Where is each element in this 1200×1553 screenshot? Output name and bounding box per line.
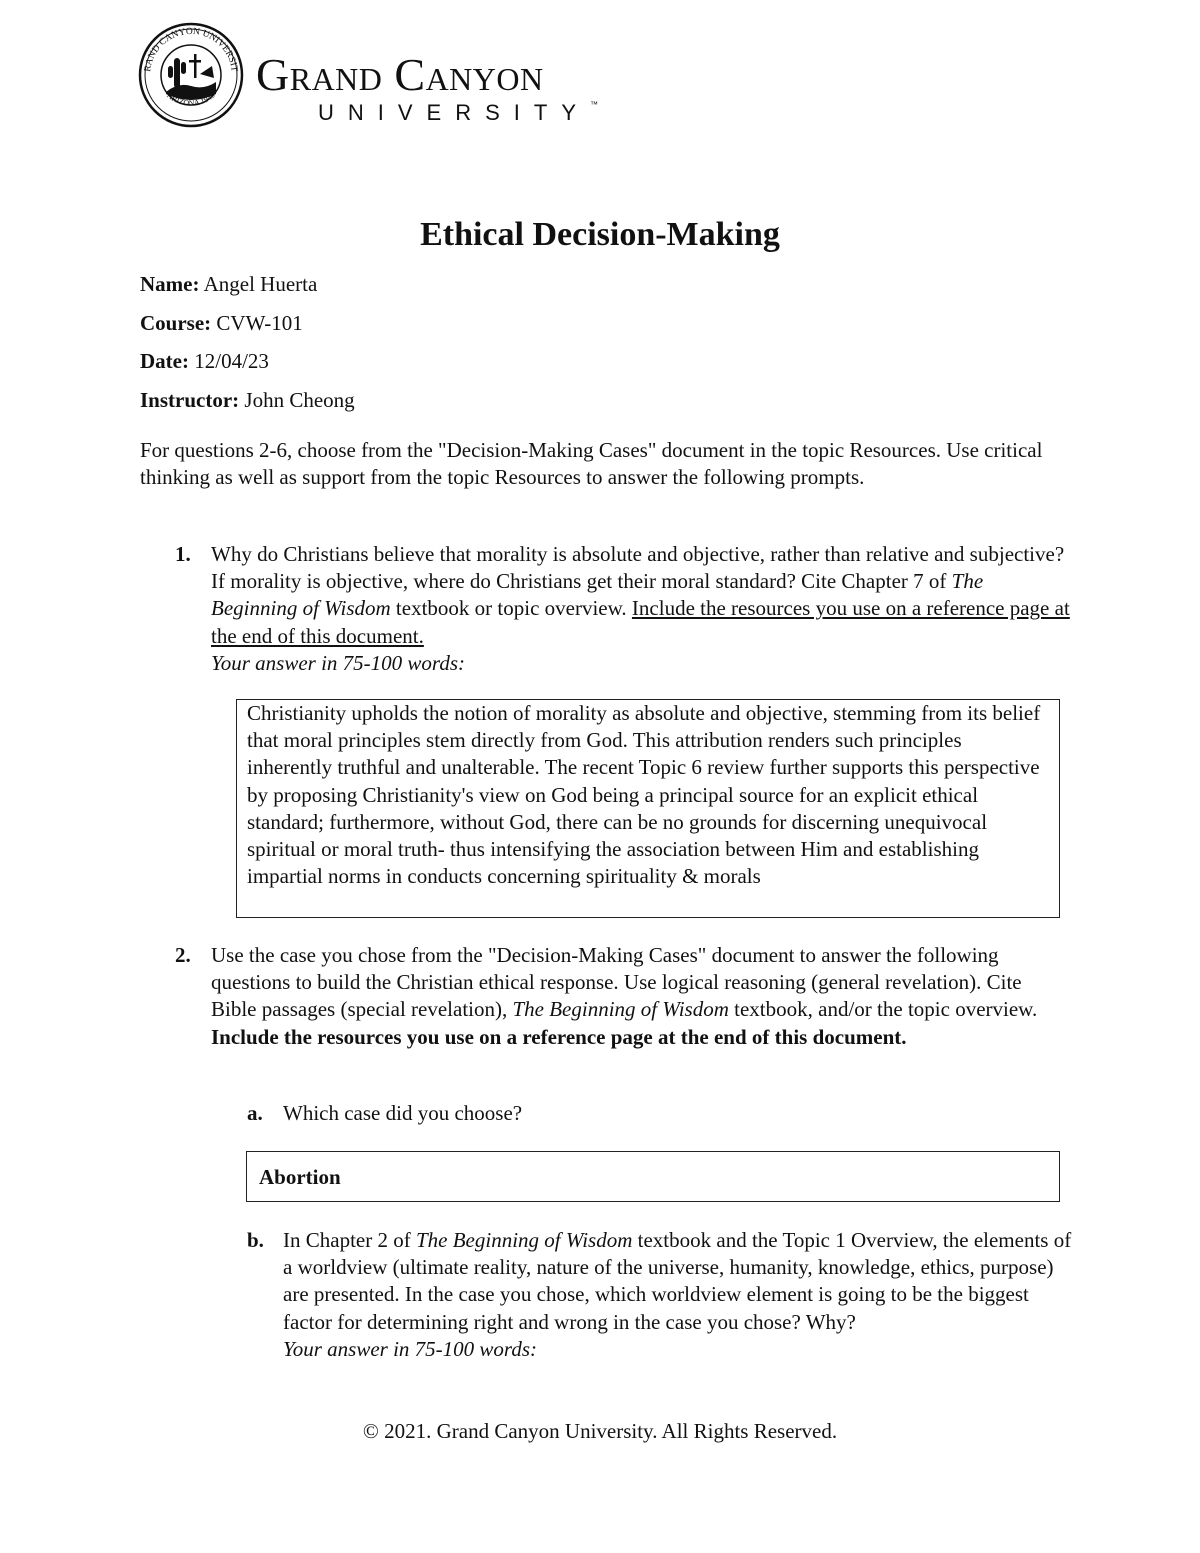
name-row	[140, 270, 355, 309]
question-2-text-cont: textbook, and/or the topic overview.	[728, 997, 1038, 1022]
answer-2a-text: Abortion	[259, 1165, 341, 1189]
date-row	[140, 347, 355, 386]
question-2	[175, 942, 1071, 1051]
question-1-book-title: The Beginning of Wisdom	[211, 569, 984, 621]
name-label: Name:	[140, 272, 200, 296]
seal-top-text: RAND CANYON UNIVERSIT	[143, 26, 239, 73]
question-1-number: 1.	[175, 542, 191, 566]
question-2b	[247, 1227, 1073, 1363]
instructor-value: John Cheong	[244, 387, 355, 412]
question-1	[175, 541, 1071, 677]
answer-1-text: Christianity upholds the notion of morality as absolute and objective, stemming from its belief that moral principles stem directly from God. This attribution renders such principles inherently truthful and unalterable. The recent Topic 6 review further supports this perspective by proposing Christianity's view on God being a principal source for an explicit ethical standard; furthermore, without God, there can be no grounds for discerning unequivocal spiritual or moral truth- thus intensifying the association between Him and establishing impartial norms in conducts concerning spirituality & morals	[247, 701, 1041, 889]
question-2b-book-title: The Beginning of Wisdom	[415, 1228, 633, 1252]
student-info	[140, 270, 355, 424]
wordmark-subtitle	[318, 100, 598, 126]
question-2b-text: In Chapter 2 of	[283, 1228, 416, 1252]
university-seal-icon	[138, 22, 244, 128]
trademark-symbol: ™	[590, 100, 599, 109]
date-label: Date:	[140, 349, 189, 373]
wordmark-title: Grand Canyon	[256, 49, 544, 100]
question-2-text: Use the case you chose from the "Decision-Making Cases" document to answer the following questions to build the Christian ethical response. Use logical reasoning (general revelation). Cite Bible passages (special revelation),	[211, 943, 1022, 1022]
page-title: Ethical Decision-Making	[420, 216, 780, 253]
course-row	[140, 309, 355, 348]
answer-box-2a[interactable]	[246, 1151, 1060, 1202]
seal-bottom-text: ARIZONA 1949	[165, 90, 217, 108]
instructor-label: Instructor:	[140, 387, 240, 412]
name-value: Angel Huerta	[203, 272, 318, 296]
question-1-text-cont: textbook or topic overview.	[390, 596, 632, 621]
question-2-book-title: The Beginning of Wisdom	[512, 997, 729, 1022]
question-2-reference-note: Include the resources you use on a reference page at the end of this document.	[211, 1024, 907, 1049]
copyright-footer: © 2021. Grand Canyon University. All Rights Reserved.	[362, 1419, 838, 1443]
course-label: Course:	[140, 310, 212, 335]
question-2b-answer-prompt: Your answer in 75-100 words:	[283, 1336, 537, 1361]
instructions-paragraph: For questions 2-6, choose from the "Decision-Making Cases" document in the topic Resources. Use critical thinking as well as support from the topic Resources to answer the following prompts.	[140, 438, 1043, 489]
question-2b-text-cont: textbook and the Topic 1 Overview, the elements of a worldview (ultimate reality, nature of the universe, humanity, knowledge, ethics, purpose) are presented. In the case you chose, which worldview element is going to be the biggest factor for determining right and wrong in the case you chose? Why?	[283, 1228, 1072, 1334]
question-1-text: Why do Christians believe that morality is absolute and objective, rather than relative and subjective? If morality is objective, where do Christians get their moral standard? Cite Chapter 7 of	[211, 542, 1065, 594]
question-2a-letter: a.	[247, 1101, 263, 1125]
question-1-answer-prompt: Your answer in 75-100 words:	[211, 650, 465, 675]
question-2a	[247, 1100, 523, 1127]
question-2a-text: Which case did you choose?	[283, 1101, 523, 1125]
wordmark-subtitle-text: UNIVERSITY	[318, 100, 591, 125]
university-wordmark	[256, 49, 599, 126]
date-value: 12/04/23	[194, 349, 269, 373]
answer-box-1[interactable]	[236, 699, 1060, 918]
question-1-reference-note: Include the resources you use on a reference page at the end of this document.	[211, 596, 1070, 648]
question-2-number: 2.	[175, 943, 191, 967]
svg-text:GRAND CANYON UNIVERSITY	[138, 22, 239, 73]
question-2b-letter: b.	[247, 1228, 264, 1252]
course-value: CVW-101	[216, 310, 303, 335]
university-logo	[138, 22, 628, 132]
instructor-row	[140, 386, 355, 425]
